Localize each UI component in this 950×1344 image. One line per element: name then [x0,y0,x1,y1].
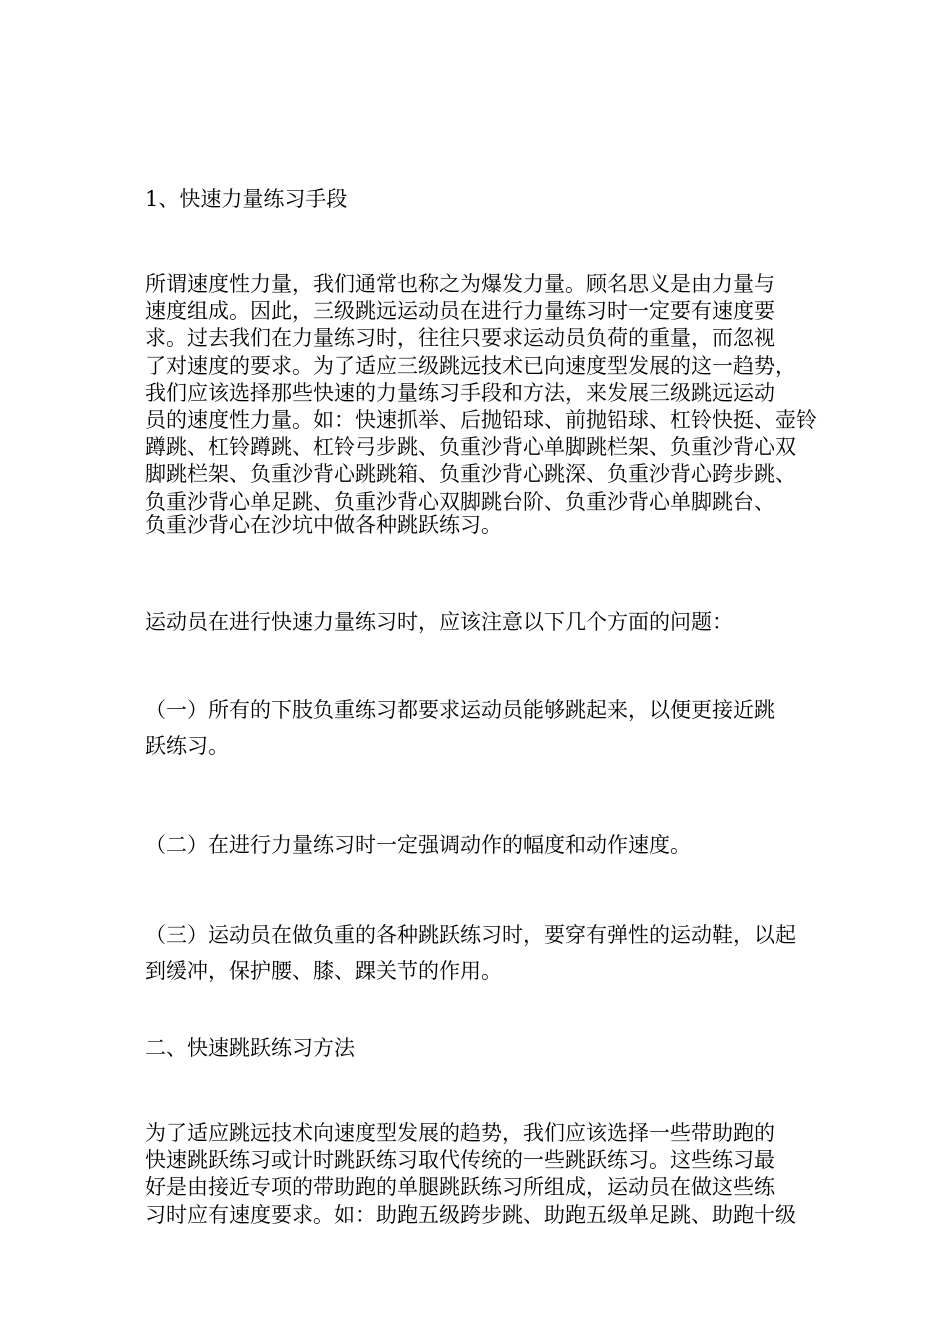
point-line: （二）在进行力量练习时一定强调动作的幅度和动作速度。 [145,833,691,857]
paragraph-line: 我们应该选择那些快速的力量练习手段和方法，来发展三级跳远运动 [145,380,775,405]
heading-text: 1、快速力量练习手段 [145,187,348,211]
point-two [145,830,810,860]
paragraph-line: 速度组成。因此，三级跳远运动员在进行力量练习时一定要有速度要 [145,299,775,324]
paragraph-speed-strength [145,271,817,516]
section-heading-2 [145,1033,810,1063]
paragraph-line: 脚跳栏架、负重沙背心跳跳箱、负重沙背心跳深、负重沙背心跨步跳、 [145,462,796,487]
paragraph-line: 习时应有速度要求。如：助跑五级跨步跳、助跑五级单足跳、助跑十级 [145,1202,796,1227]
point-line: （三）运动员在做负重的各种跳跃练习时，要穿有弹性的运动鞋，以起 [145,923,796,947]
paragraph-line: 负重沙背心在沙坑中做各种跳跃练习。 [145,513,502,537]
paragraph-line: 所谓速度性力量，我们通常也称之为爆发力量。顾名思义是由力量与 [145,272,775,296]
paragraph-line: 运动员在进行快速力量练习时，应该注意以下几个方面的问题： [145,610,733,634]
point-one [145,692,810,764]
paragraph-line: 蹲跳、杠铃蹲跳、杠铃弓步跳、负重沙背心单脚跳栏架、负重沙背心双 [145,435,796,460]
heading-text: 二、快速跳跃练习方法 [145,1036,355,1060]
paragraph-line: 快速跳跃练习或计时跳跃练习取代传统的一些跳跃练习。这些练习最 [145,1148,775,1173]
paragraph-last-line [145,510,810,540]
paragraph-line: 求。过去我们在力量练习时，往往只要求运动员负荷的重量，而忽视 [145,326,775,351]
paragraph-line: 好是由接近专项的带助跑的单腿跳跃练习所组成，运动员在做这些练 [145,1175,775,1200]
point-line: （一）所有的下肢负重练习都要求运动员能够跳起来，以便更接近跳 [145,698,775,722]
paragraph-line: 员的速度性力量。如：快速抓举、后抛铅球、前抛铅球、杠铃快挺、壶铃 [145,408,817,433]
paragraph-line: 了对速度的要求。为了适应三级跳远技术已向速度型发展的这一趋势， [145,353,796,378]
section-heading-1 [145,184,810,214]
point-line: 到缓冲，保护腰、膝、踝关节的作用。 [145,959,502,983]
paragraph-line: 负重沙背心单足跳、负重沙背心双脚跳台阶、负重沙背心单脚跳台、 [145,489,775,514]
point-three [145,917,810,989]
point-line: 跃练习。 [145,734,229,758]
paragraph-attention [145,607,810,637]
paragraph-jump-methods [145,1120,810,1229]
paragraph-line: 为了适应跳远技术向速度型发展的趋势，我们应该选择一些带助跑的 [145,1121,775,1145]
